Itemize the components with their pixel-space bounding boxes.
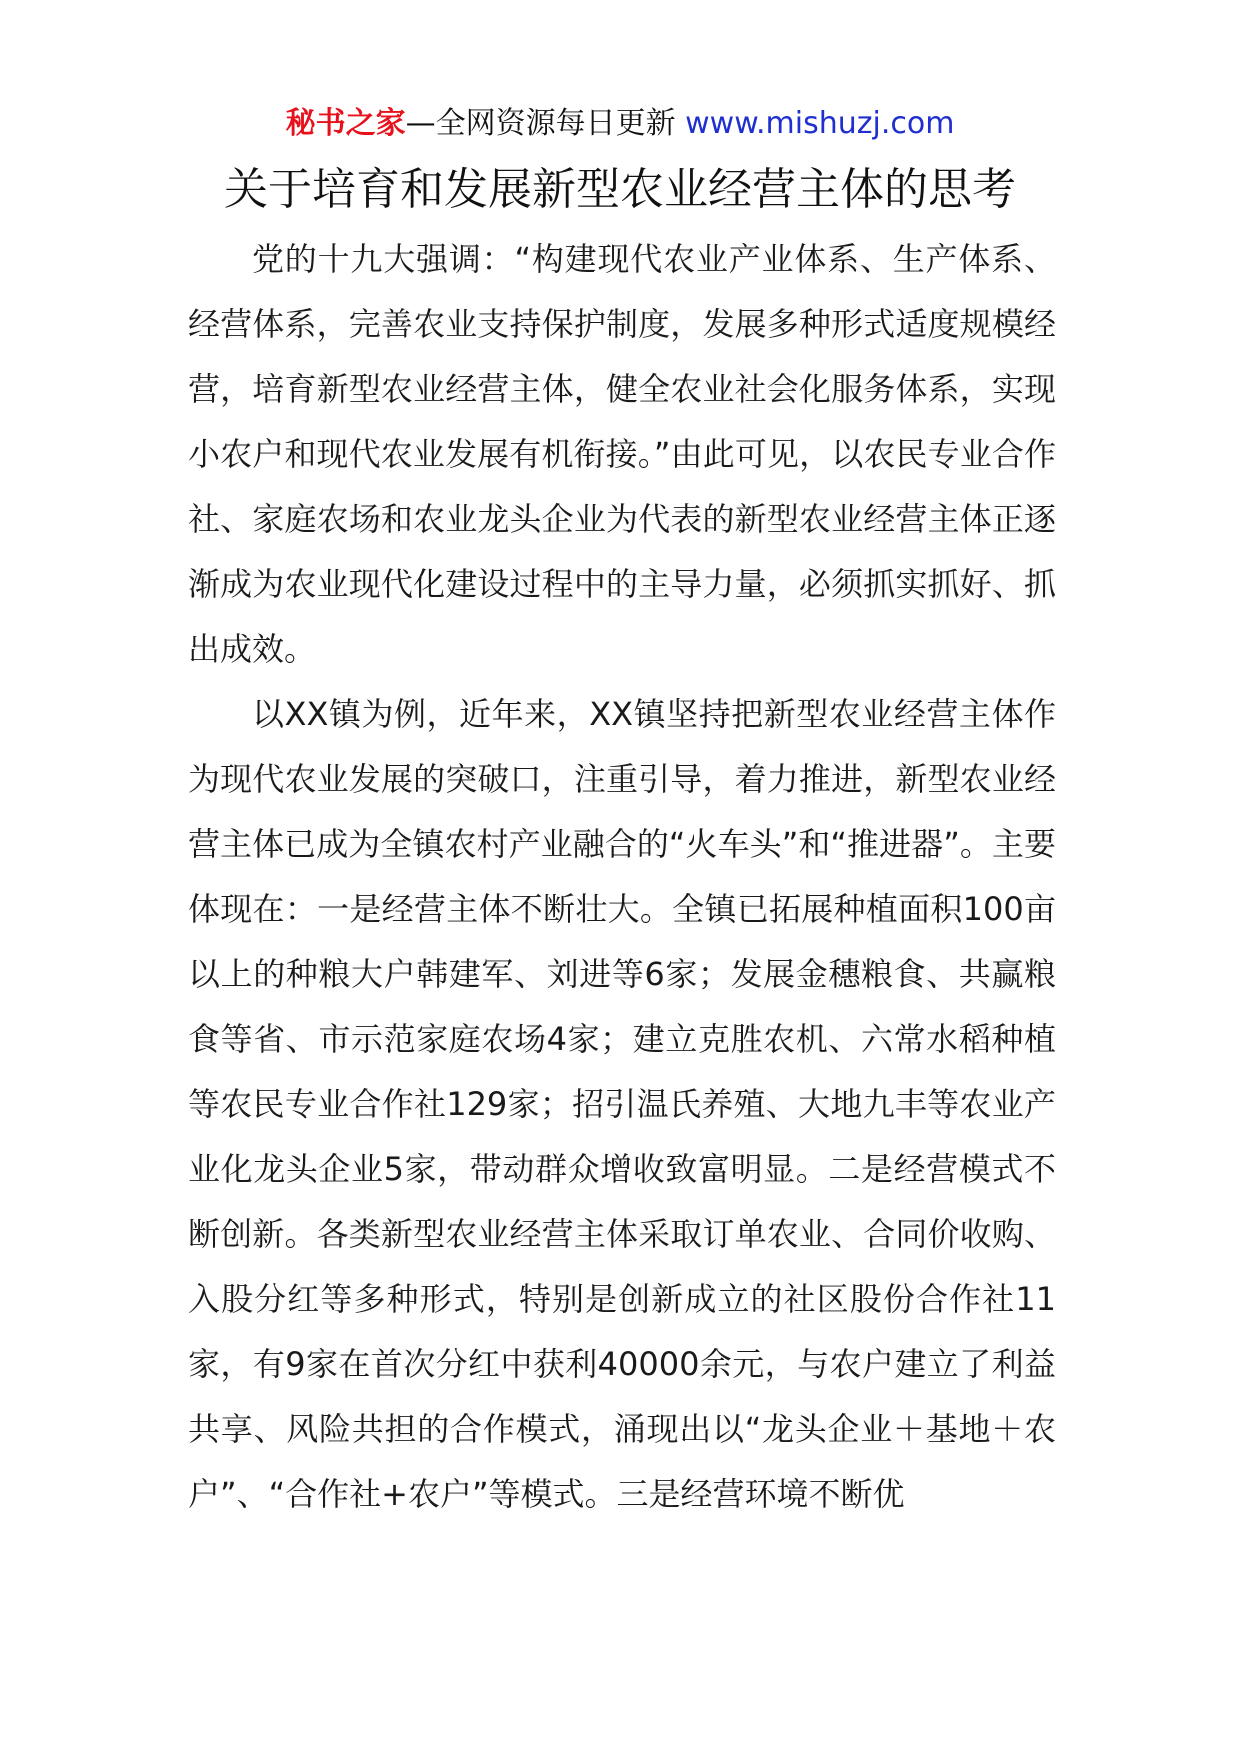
brand-name: 秘书之家 <box>285 106 406 141</box>
paragraph-1: 党的十九大强调：“构建现代农业产业体系、生产体系、经营体系，完善农业支持保护制度，发展多种形式适度规模经营，培育新型农业经营主体，健全农业社会化服务体系，实现小农户和现代农业发展有机衔接。”由此可见，以农民专业合作社、家庭农场和农业龙头企业为代表的新型农业经营主体正逐渐成为农业现代化建设过程中的主导力量，必须抓实抓好、抓出成效。 <box>188 240 1056 668</box>
site-tagline: —全网资源每日更新 <box>405 106 676 141</box>
site-header <box>0 104 1240 144</box>
document-title: 关于培育和发展新型农业经营主体的思考 <box>224 164 1016 215</box>
document-body <box>188 227 1056 1527</box>
paragraph-2: 以XX镇为例，近年来，XX镇坚持把新型农业经营主体作为现代农业发展的突破口，注重引导，着力推进，新型农业经营主体已成为全镇农村产业融合的“火车头”和“推进器”。主要体现在：一是经营主体不断壮大。全镇已拓展种植面积100亩以上的种粮大户韩建军、刘进等6家；发展金穗粮食、共赢粮食等省、市示范家庭农场4家；建立克胜农机、六常水稻种植等农民专业合作社129家；招引温氏养殖、大地九丰等农业产业化龙头企业5家，带动群众增收致富明显。二是经营模式不断创新。各类新型农业经营主体采取订单农业、合同价收购、入股分红等多种形式，特别是创新成立的社区股份合作社11家，有9家在首次分红中获利40000余元，与农户建立了利益共享、风险共担的合作模式，涌现出以“龙头企业＋基地＋农户”、“合作社+农户”等模式。三是经营环境不断优 <box>188 695 1056 1513</box>
site-url-link[interactable]: www.mishuzj.com <box>685 106 955 141</box>
